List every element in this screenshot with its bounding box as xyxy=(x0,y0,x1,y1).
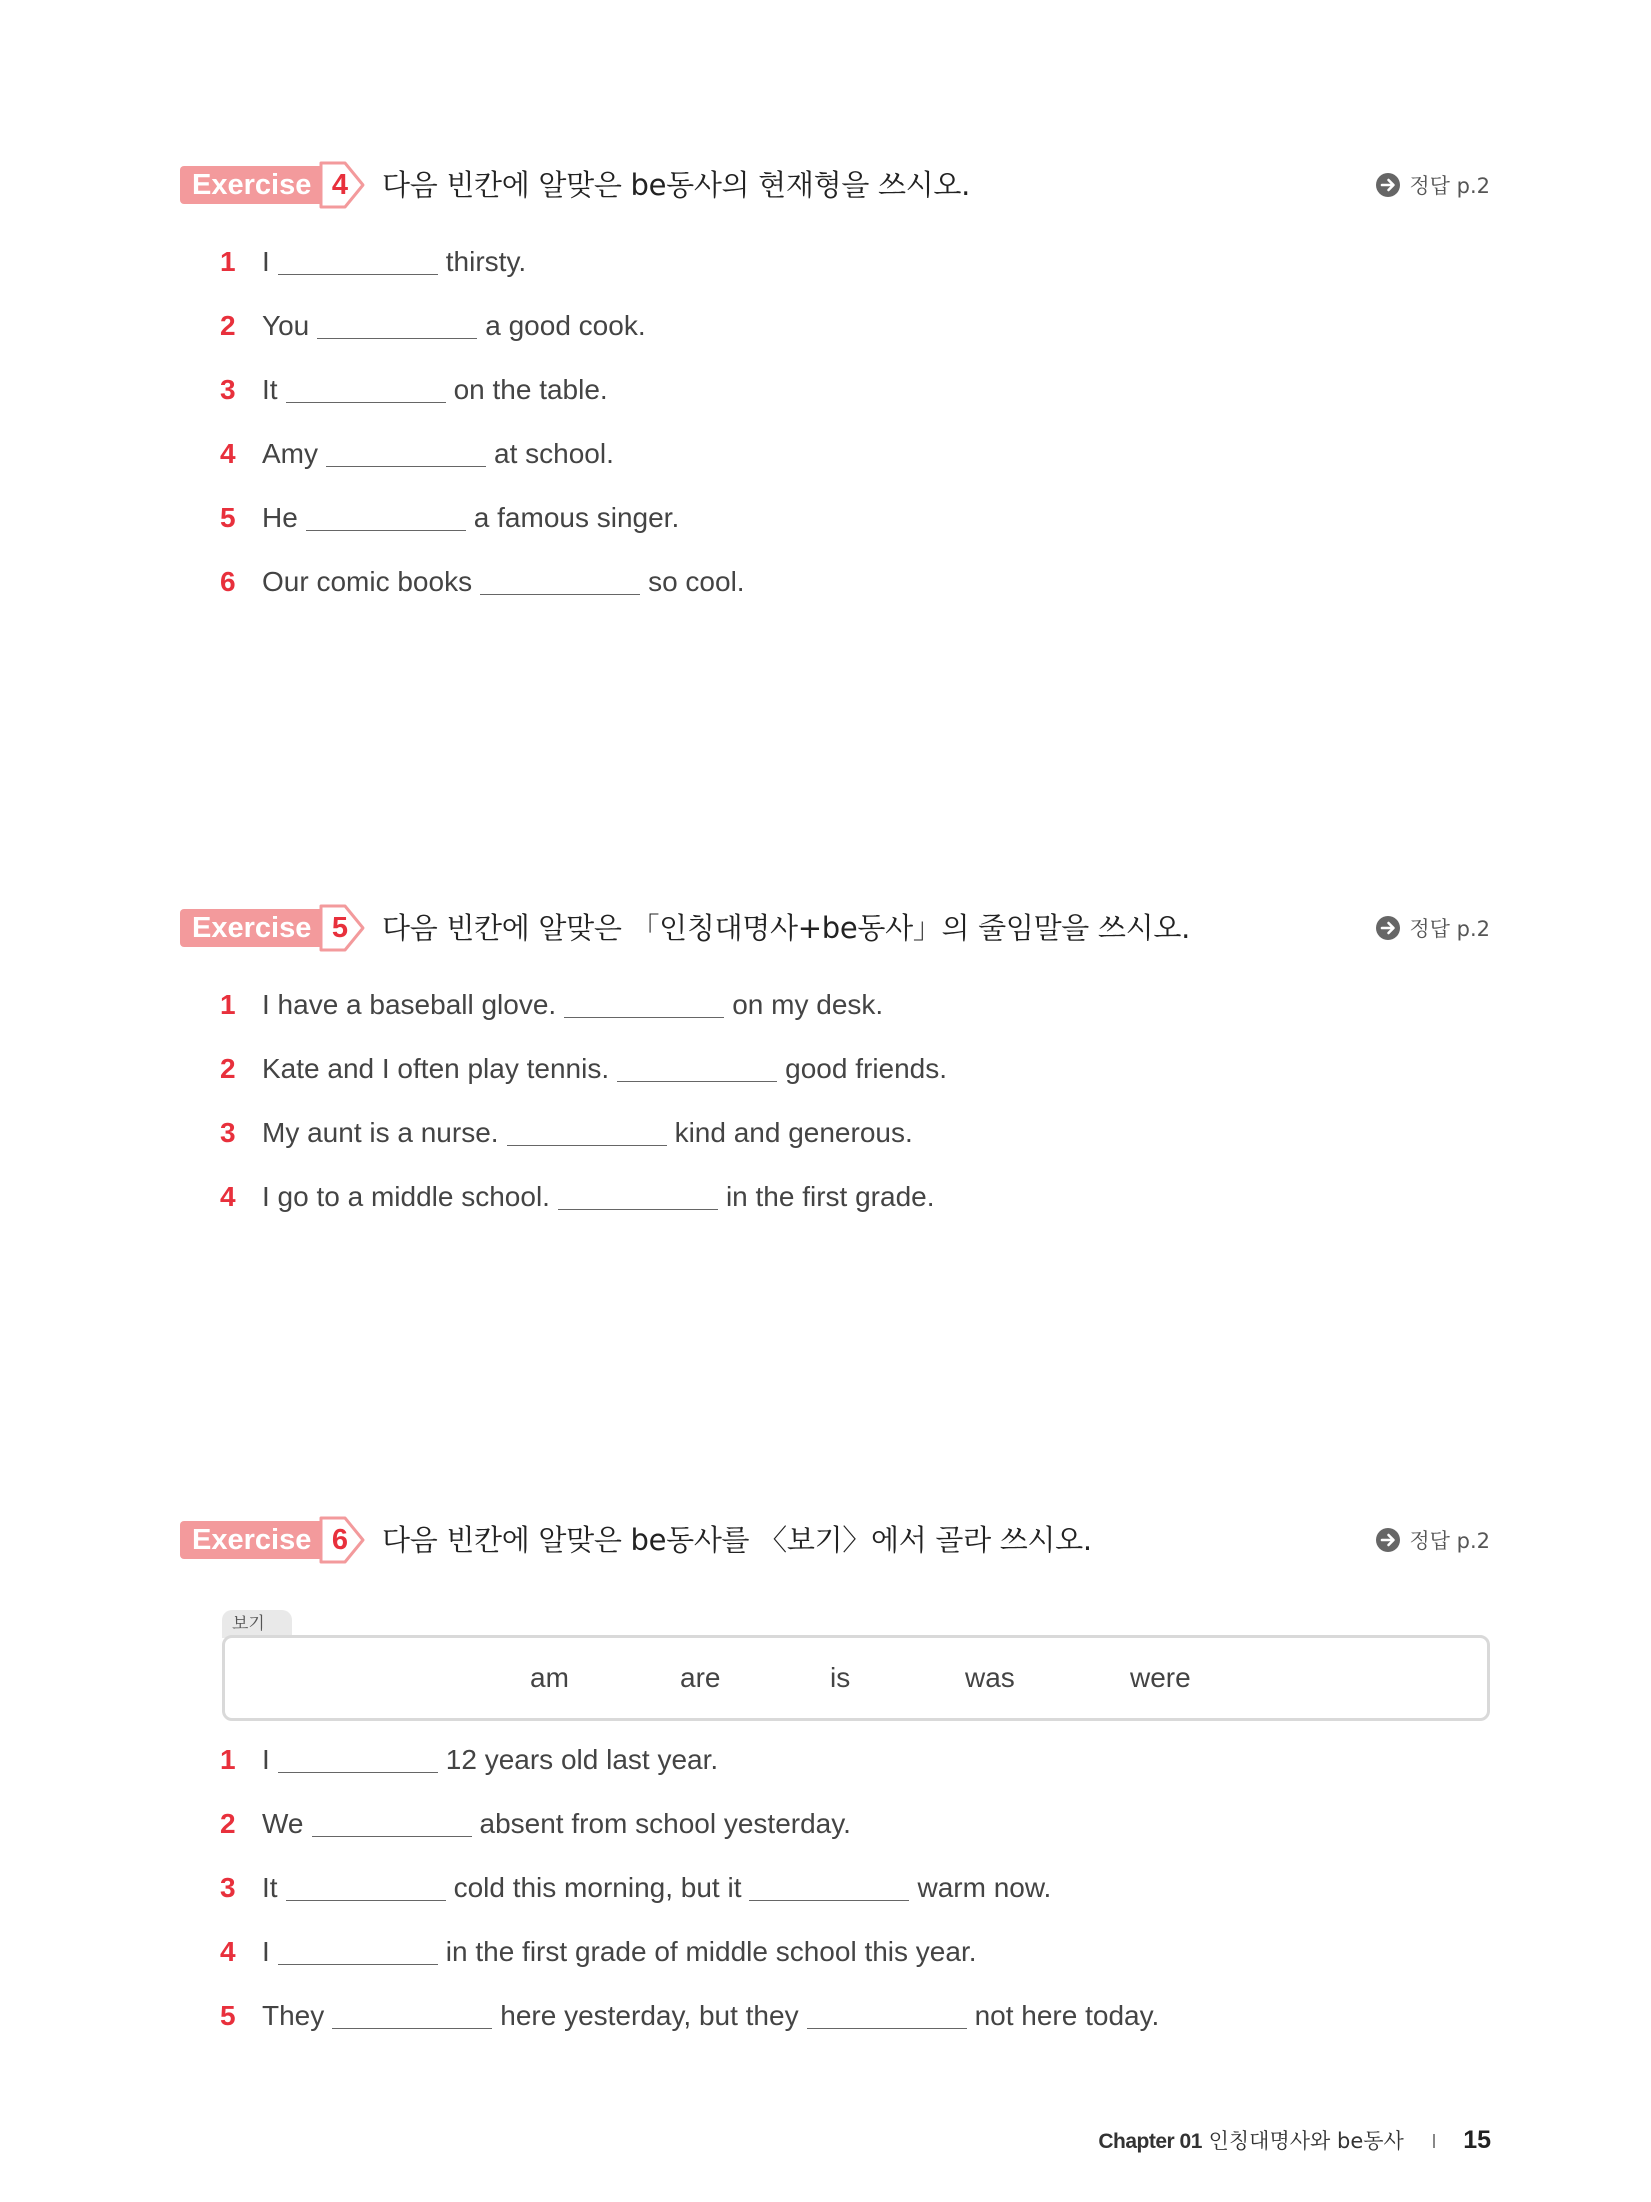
page-number: 15 xyxy=(1463,2126,1491,2154)
exercise-item xyxy=(220,1856,1159,1920)
exercise-item xyxy=(220,973,947,1037)
item-text-after: at school. xyxy=(494,438,614,469)
item-number: 3 xyxy=(220,1872,236,1903)
exercise-item xyxy=(220,358,745,422)
answer-blank[interactable] xyxy=(332,2002,492,2029)
item-text-middle: here yesterday, but they xyxy=(500,2000,799,2031)
answer-blank[interactable] xyxy=(278,248,438,275)
exercise-number: 6 xyxy=(331,1524,349,1556)
exercise-number-badge xyxy=(319,904,367,952)
exercise-item xyxy=(220,1101,947,1165)
item-number: 3 xyxy=(220,1117,236,1148)
answer-blank[interactable] xyxy=(807,2002,967,2029)
answer-blank[interactable] xyxy=(286,1874,446,1901)
footer-chapter-title: 인칭대명사와 be동사 xyxy=(1208,2129,1404,2153)
answer-blank[interactable] xyxy=(617,1055,777,1082)
exercise-number-badge xyxy=(319,1516,367,1564)
word-option: is xyxy=(830,1662,851,1693)
answer-blank[interactable] xyxy=(306,504,466,531)
item-text-before: Amy xyxy=(262,438,318,469)
exercise-items xyxy=(220,230,745,614)
exercise-item xyxy=(220,294,745,358)
item-text-after: in the first grade. xyxy=(725,1181,935,1212)
exercise-number: 5 xyxy=(331,912,349,944)
item-text-before: We xyxy=(262,1808,304,1839)
word-box-label: 보기 xyxy=(222,1610,292,1638)
item-number: 4 xyxy=(220,438,236,469)
exercise-header xyxy=(180,150,1490,220)
answer-reference xyxy=(1375,172,1490,200)
item-text-before: Kate and I often play tennis. xyxy=(262,1053,610,1084)
exercise-badge: Exercise xyxy=(180,166,348,204)
footer-chapter: Chapter 01 xyxy=(1098,2130,1202,2153)
item-number: 5 xyxy=(220,502,236,533)
word-option: am xyxy=(530,1662,569,1693)
exercise-badge: Exercise xyxy=(180,1521,348,1559)
answer-reference xyxy=(1375,1527,1490,1555)
exercise-items xyxy=(220,1728,1159,2048)
page-footer xyxy=(1098,2122,1491,2158)
item-text-after: a famous singer. xyxy=(473,502,680,533)
answer-ref-text: 정답 p.2 xyxy=(1409,174,1490,198)
item-text-before: I xyxy=(262,1936,270,1967)
exercise-item xyxy=(220,1165,947,1229)
exercise-instruction: 다음 빈칸에 알맞은 be동사를 〈보기〉에서 골라 쓰시오. xyxy=(382,1523,1092,1557)
item-number: 3 xyxy=(220,374,236,405)
item-text-after: warm now. xyxy=(917,1872,1052,1903)
answer-blank[interactable] xyxy=(317,312,477,339)
answer-ref-text: 정답 p.2 xyxy=(1409,917,1490,941)
exercise-item xyxy=(220,550,745,614)
exercise-item xyxy=(220,230,745,294)
word-option: were xyxy=(1130,1662,1191,1693)
item-number: 4 xyxy=(220,1936,236,1967)
answer-blank[interactable] xyxy=(278,1938,438,1965)
item-text-before: I have a baseball glove. xyxy=(262,989,557,1020)
exercise-instruction: 다음 빈칸에 알맞은 「인칭대명사+be동사」의 줄임말을 쓰시오. xyxy=(382,911,1190,945)
answer-reference xyxy=(1375,915,1490,943)
item-text-after: so cool. xyxy=(648,566,745,597)
answer-blank[interactable] xyxy=(507,1119,667,1146)
exercise-item xyxy=(220,1984,1159,2048)
word-option: are xyxy=(680,1662,721,1693)
item-text-after: thirsty. xyxy=(445,246,527,277)
arrow-right-icon xyxy=(1375,915,1401,941)
item-number: 6 xyxy=(220,566,236,597)
item-number: 1 xyxy=(220,989,236,1020)
answer-blank[interactable] xyxy=(480,568,640,595)
exercise-item xyxy=(220,1920,1159,1984)
item-text-after: on the table. xyxy=(453,374,608,405)
word-option: was xyxy=(965,1662,1015,1693)
arrow-right-icon xyxy=(1375,1527,1401,1553)
item-number: 1 xyxy=(220,246,236,277)
item-text-after: in the first grade of middle school this year. xyxy=(445,1936,977,1967)
exercise-instruction: 다음 빈칸에 알맞은 be동사의 현재형을 쓰시오. xyxy=(382,168,971,202)
item-text-after: good friends. xyxy=(785,1053,948,1084)
item-text-after: absent from school yesterday. xyxy=(479,1808,851,1839)
exercise-item xyxy=(220,1792,1159,1856)
exercise-item xyxy=(220,422,745,486)
item-text-before: It xyxy=(262,1872,278,1903)
answer-blank[interactable] xyxy=(749,1874,909,1901)
item-number: 4 xyxy=(220,1181,236,1212)
answer-blank[interactable] xyxy=(278,1746,438,1773)
item-text-after: 12 years old last year. xyxy=(445,1744,719,1775)
exercise-number: 4 xyxy=(331,169,349,201)
exercise-item xyxy=(220,1037,947,1101)
item-text-after: not here today. xyxy=(974,2000,1160,2031)
item-text-before: I xyxy=(262,1744,270,1775)
exercise-header xyxy=(180,893,1490,963)
word-box xyxy=(222,1635,1490,1721)
exercise-badge: Exercise xyxy=(180,909,348,947)
answer-blank[interactable] xyxy=(286,376,446,403)
item-text-before: You xyxy=(262,310,310,341)
exercise-item xyxy=(220,1728,1159,1792)
item-text-after: kind and generous. xyxy=(674,1117,913,1148)
answer-blank[interactable] xyxy=(564,991,724,1018)
item-number: 1 xyxy=(220,1744,236,1775)
item-text-before: It xyxy=(262,374,278,405)
answer-blank[interactable] xyxy=(312,1810,472,1837)
item-text-after: a good cook. xyxy=(485,310,646,341)
item-text-before: They xyxy=(262,2000,325,2031)
exercise-header xyxy=(180,1505,1490,1575)
exercise-number-badge xyxy=(319,161,367,209)
answer-blank[interactable] xyxy=(326,440,486,467)
item-text-before: I go to a middle school. xyxy=(262,1181,550,1212)
answer-ref-text: 정답 p.2 xyxy=(1409,1529,1490,1553)
arrow-right-icon xyxy=(1375,172,1401,198)
item-text-before: He xyxy=(262,502,298,533)
item-number: 2 xyxy=(220,310,236,341)
item-text-before: I xyxy=(262,246,270,277)
item-number: 2 xyxy=(220,1053,236,1084)
item-text-after: on my desk. xyxy=(732,989,884,1020)
item-number: 5 xyxy=(220,2000,236,2031)
item-text-before: My aunt is a nurse. xyxy=(262,1117,499,1148)
item-number: 2 xyxy=(220,1808,236,1839)
answer-blank[interactable] xyxy=(558,1183,718,1210)
item-text-middle: cold this morning, but it xyxy=(453,1872,742,1903)
item-text-before: Our comic books xyxy=(262,566,473,597)
footer-divider xyxy=(1433,2134,1435,2148)
exercise-item xyxy=(220,486,745,550)
exercise-items xyxy=(220,973,947,1229)
